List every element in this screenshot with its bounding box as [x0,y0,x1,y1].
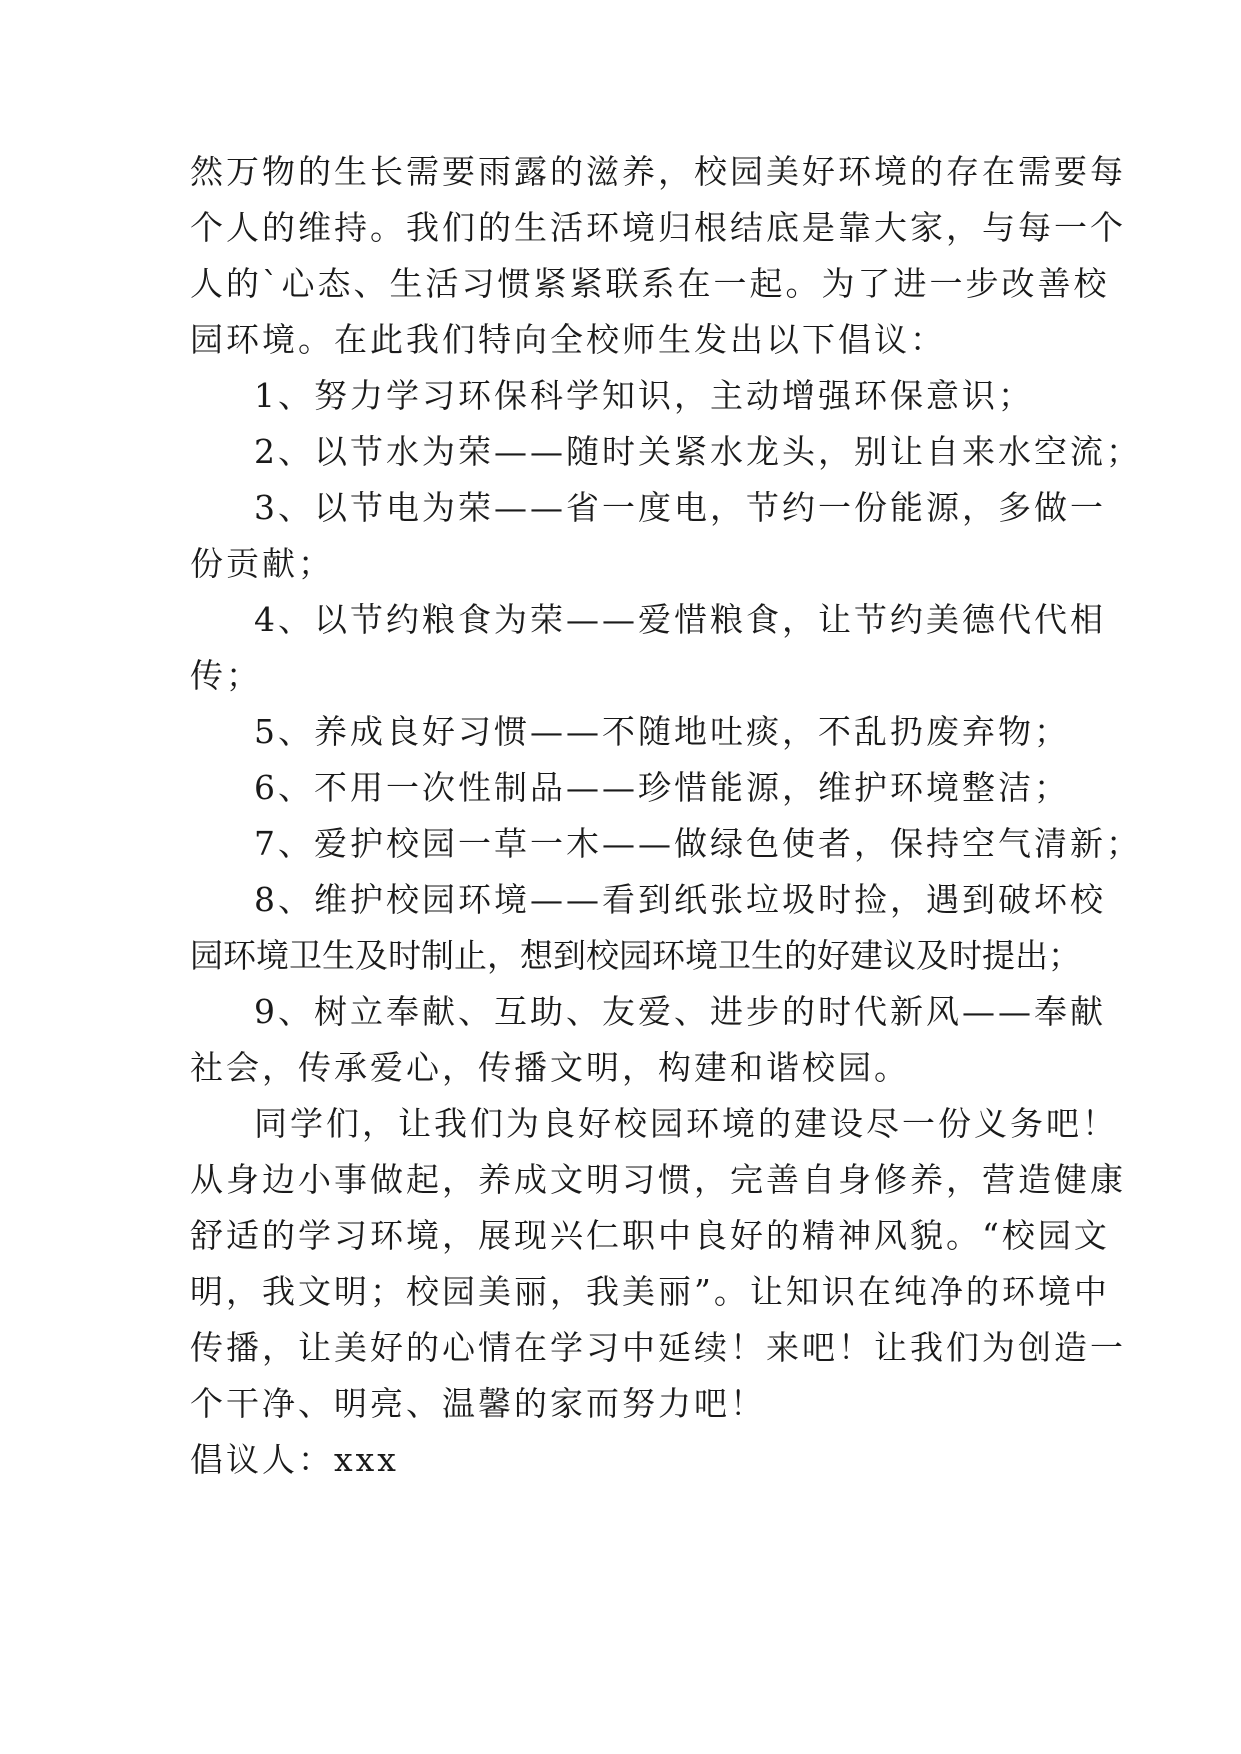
proposal-item-9: 9、树立奉献、互助、友爱、进步的时代新风——奉献 [254,992,1106,1031]
proposal-item-5: 5、养成良好习惯——不随地吐痰，不乱扔废弃物； [254,712,1070,751]
proposal-item-9-continued: 社会，传承爱心，传播文明，构建和谐校园。 [190,1048,910,1087]
proposal-item-3-continued: 份贡献； [190,544,334,583]
closing-line: 个干净、明亮、温馨的家而努力吧！ [190,1384,766,1423]
proposal-item-8-continued: 园环境卫生及时制止，想到校园环境卫生的好建议及时提出； [190,936,1081,975]
proposal-item-6: 6、不用一次性制品——珍惜能源，维护环境整洁； [254,768,1070,807]
signature: 倡议人：xxx [190,1440,399,1479]
intro-line: 人的`心态、生活习惯紧紧联系在一起。为了进一步改善校 [190,264,1110,303]
document-page [190,0,1142,1754]
proposal-item-4-continued: 传； [190,656,262,695]
closing-line: 从身边小事做起，养成文明习惯，完善自身修养，营造健康 [190,1160,1126,1199]
proposal-item-1: 1、努力学习环保科学知识，主动增强环保意识； [254,376,1034,415]
closing-line: 明，我文明；校园美丽，我美丽”。让知识在纯净的环境中 [190,1272,1110,1311]
intro-line: 个人的维持。我们的生活环境归根结底是靠大家，与每一个 [190,208,1126,247]
intro-line: 然万物的生长需要雨露的滋养，校园美好环境的存在需要每 [190,152,1126,191]
proposal-item-2: 2、以节水为荣——随时关紧水龙头，别让自来水空流； [254,432,1142,471]
proposal-item-3: 3、以节电为荣——省一度电，节约一份能源，多做一 [254,488,1106,527]
closing-line: 传播，让美好的心情在学习中延续！来吧！让我们为创造一 [190,1328,1126,1367]
proposal-item-4: 4、以节约粮食为荣——爱惜粮食，让节约美德代代相 [254,600,1106,639]
closing-line: 同学们，让我们为良好校园环境的建设尽一份义务吧！ [254,1104,1118,1143]
intro-line: 园环境。在此我们特向全校师生发出以下倡议： [190,320,946,359]
proposal-item-8: 8、维护校园环境——看到纸张垃圾时捡，遇到破坏校 [254,880,1106,919]
closing-line: 舒适的学习环境，展现兴仁职中良好的精神风貌。“校园文 [190,1216,1110,1255]
proposal-item-7: 7、爱护校园一草一木——做绿色使者，保持空气清新； [254,824,1142,863]
